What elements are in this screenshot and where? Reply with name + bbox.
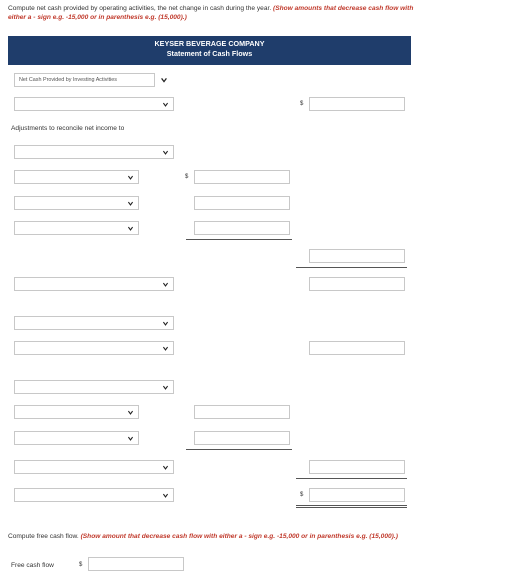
total-rule [296,507,407,508]
free-cash-flow-instructions [8,532,518,541]
adjustments-label: Adjustments to reconcile net income to [11,125,125,132]
chevron-down-icon [162,320,169,327]
amount-input-3[interactable] [309,341,405,355]
adjustment-select-1[interactable] [14,145,174,159]
chevron-down-icon [162,464,169,471]
currency-symbol: $ [185,174,189,180]
instructions-hint: (Show amounts that decrease cash flow with [273,5,414,12]
adjustment-input-2[interactable] [194,196,290,210]
adjustment-select-3[interactable] [14,196,139,210]
chevron-down-icon [127,409,134,416]
adjustment-select-4[interactable] [14,221,139,235]
subtotal-input-1[interactable] [309,249,405,263]
line-item-select-5[interactable] [14,380,174,394]
chevron-down-icon [162,281,169,288]
free-cash-flow-instructions-text: Compute free cash flow. [8,533,81,540]
line-item-select-4[interactable] [14,341,174,355]
free-cash-flow-input[interactable] [88,557,184,571]
amount-input-1[interactable] [309,97,405,111]
currency-symbol: $ [79,562,83,568]
adjustment-input-1[interactable] [194,170,290,184]
subtotal-rule [186,239,292,240]
line-item-select-8[interactable] [14,460,174,474]
line-item-select-1[interactable] [14,73,155,87]
statement-header [8,36,411,65]
line-item-select-7[interactable] [14,431,139,445]
subtotal-rule [296,478,407,479]
line-item-select-9[interactable] [14,488,174,502]
chevron-down-icon [162,101,169,108]
chevron-down-icon [127,174,134,181]
chevron-down-icon [127,435,134,442]
amount-input-2[interactable] [309,277,405,291]
adjustment-select-2[interactable] [14,170,139,184]
chevron-down-icon [162,492,169,499]
total-rule [296,505,407,506]
subtotal-rule [186,449,292,450]
chevron-down-icon [162,149,169,156]
free-cash-flow-hint: (Show amount that decrease cash flow with either a - sign e.g. -15,000 or in parenthesis e.g. (15,000).) [80,533,398,540]
line-item-select-2[interactable] [14,277,174,291]
amount-select-1[interactable] [14,97,174,111]
instructions-hint-2: either a - sign e.g. -15,000 or in parenthesis e.g. (15,000).) [8,14,187,21]
free-cash-flow-label: Free cash flow [11,562,54,569]
line-item-select-6[interactable] [14,405,139,419]
chevron-down-icon[interactable] [160,76,168,84]
currency-symbol: $ [300,101,304,107]
instructions [8,4,518,22]
subtotal-rule [296,267,407,268]
detail-input-2[interactable] [194,431,290,445]
currency-symbol: $ [300,492,304,498]
chevron-down-icon [162,345,169,352]
chevron-down-icon [162,384,169,391]
line-item-select-1-value: Net Cash Provided by Investing Activities [19,77,117,83]
total-input[interactable] [309,488,405,502]
detail-input-1[interactable] [194,405,290,419]
statement-title: Statement of Cash Flows [166,49,253,58]
line-item-select-3[interactable] [14,316,174,330]
chevron-down-icon [127,225,134,232]
amount-input-4[interactable] [309,460,405,474]
instructions-text: Compute net cash provided by operating activities, the net change in cash during the year. [8,5,274,12]
chevron-down-icon [127,200,134,207]
adjustment-input-3[interactable] [194,221,290,235]
company-name: KEYSER BEVERAGE COMPANY [154,39,265,48]
